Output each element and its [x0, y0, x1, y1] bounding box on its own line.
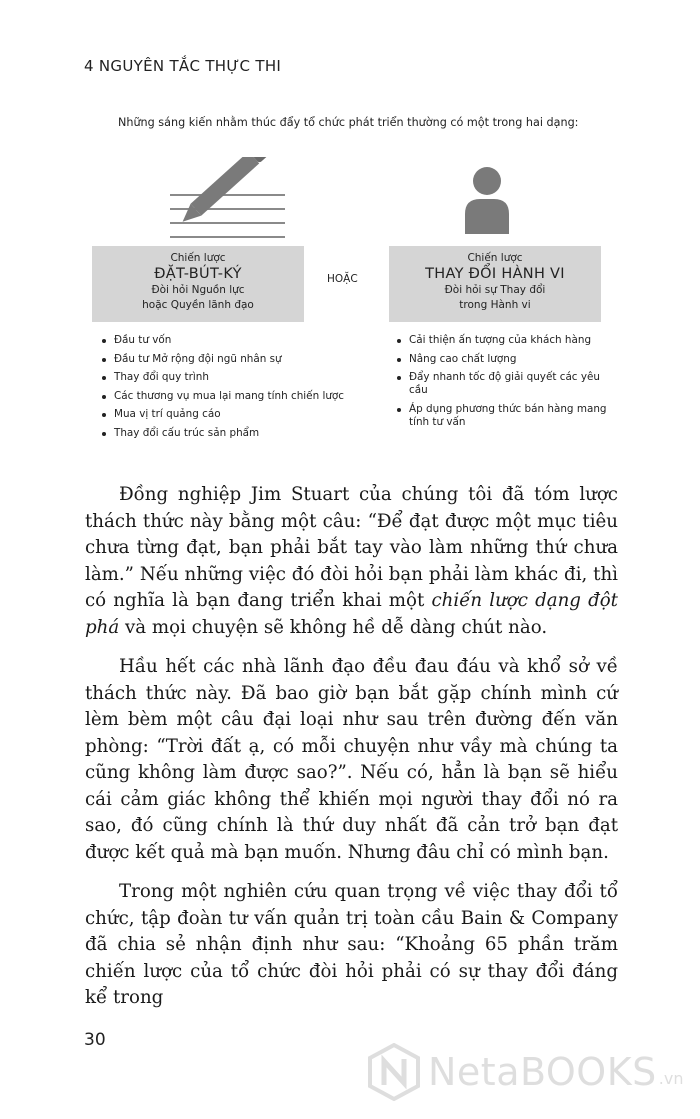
strategy-requirement-line1: Đòi hỏi sự Thay đổi [444, 284, 546, 296]
paragraph-1 [85, 482, 618, 641]
strategy-name: THAY ĐỔI HÀNH VI [425, 266, 565, 282]
list-item: Mua vị trí quảng cáo [102, 408, 362, 421]
strategy-name: ĐẶT-BÚT-KÝ [154, 266, 242, 282]
list-item: Đầu tư vốn [102, 334, 362, 347]
strategy-category: Chiến lược [170, 252, 226, 264]
paragraph-3: Trong một nghiên cứu quan trọng về việc thay đổi tổ chức, tập đoàn tư vấn quản trị toàn cầu Bain & Company đã chia sẻ nhận định như sau: “Khoảng 65 phần trăm chiến lược của tổ chức đòi hỏi phải có sự thay đổi đáng kể trong [85, 881, 618, 1008]
watermark-text: NetaBOOKS [428, 1050, 657, 1094]
figure-intro: Những sáng kiến nhằm thúc đẩy tổ chức phát triển thường có một trong hai dạng: [118, 116, 579, 129]
watermark-suffix: .vn [658, 1069, 684, 1088]
list-item: Nâng cao chất lượng [397, 353, 607, 366]
strategy-category: Chiến lược [467, 252, 523, 264]
list-item: Thay đổi cấu trúc sản phẩm [102, 427, 362, 440]
paragraph-text: và mọi chuyện sẽ không hề dễ dàng chút nào. [119, 616, 548, 638]
behavior-examples-list [397, 334, 607, 434]
strategy-box-sign-off [92, 246, 304, 322]
list-item: Cải thiện ấn tượng của khách hàng [397, 334, 607, 347]
paragraph-2: Hầu hết các nhà lãnh đạo đều đau đáu và khổ sở về thách thức này. Đã bao giờ bạn bắt gặp chính mình cứ lèm bèm một câu đại loại như sau trên đường đến văn phòng: “Trời đất ạ, có mỗi chuyện như vầy mà chúng ta cũng không làm được sao?”. Nếu có, hẳn là bạn sẽ hiểu cái cảm giác không thể khiến mọi người thay đổi nó ra sao, đó cũng chính là thứ duy nhất đã cản trở bạn đạt được kết quả mà bạn muốn. Nhưng đâu chỉ có mình bạn. [85, 656, 618, 863]
list-item: Đẩy nhanh tốc độ giải quyết các yêu cầu [397, 371, 607, 397]
strategy-box-behavior-change [389, 246, 601, 322]
sign-off-examples-list [102, 334, 362, 445]
page-number: 30 [84, 1030, 106, 1050]
strategy-requirement-line1: Đòi hỏi Nguồn lực [151, 284, 245, 296]
watermark-logo-icon [368, 1043, 420, 1101]
person-icon [462, 166, 512, 236]
or-label: HOẶC [327, 273, 358, 285]
pen-icon [170, 157, 290, 247]
list-item: Các thương vụ mua lại mang tính chiến lược [102, 390, 362, 403]
list-item: Áp dụng phương thức bán hàng mang tính tư vấn [397, 403, 607, 429]
emphasis-text: chiến lược dạng đột phá [85, 590, 618, 638]
watermark [368, 1040, 698, 1104]
list-item: Đầu tư Mở rộng đội ngũ nhân sự [102, 353, 362, 366]
paragraph-text: Đồng nghiệp Jim Stuart của chúng tôi đã tóm lược thách thức này bằng một câu: “Để đạt được một mục tiêu chưa từng đạt, bạn phải bắt tay vào làm những thứ chưa làm.” Nếu những việc đó đòi hỏi bạn phải làm khác đi, thì có nghĩa là bạn đang triển khai một [85, 484, 618, 611]
list-item: Thay đổi quy trình [102, 371, 362, 384]
strategy-requirement-line2: hoặc Quyền lãnh đạo [142, 299, 254, 311]
body-text [85, 482, 618, 1025]
strategy-requirement-line2: trong Hành vi [459, 299, 531, 311]
running-header: 4 NGUYÊN TẮC THỰC THI [84, 57, 282, 75]
